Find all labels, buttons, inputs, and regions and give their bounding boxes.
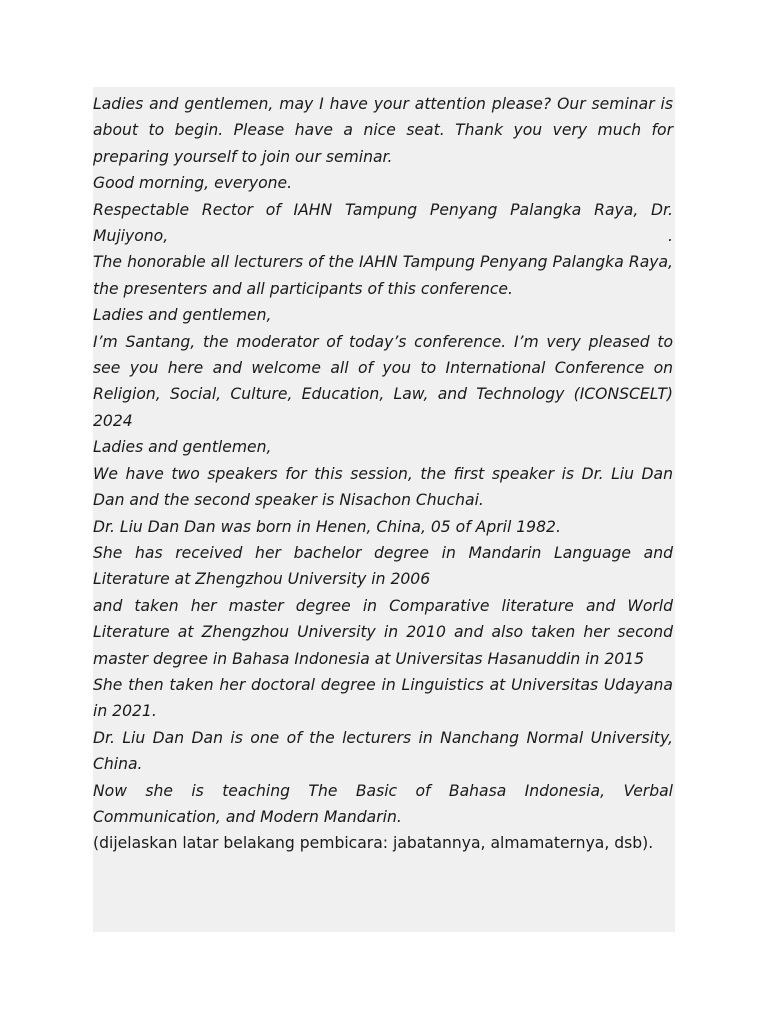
paragraph-bachelor: She has received her bachelor degree in Mandarin Language and Literature at Zhengzhou University in 2006 bbox=[93, 543, 673, 589]
paragraph-ladies-2: Ladies and gentlemen, bbox=[93, 438, 272, 457]
paragraph-opening: Ladies and gentlemen, may I have your attention please? Our seminar is about to begin. Please have a nice seat. Thank you very much for preparing yourself to join our seminar. bbox=[93, 95, 673, 166]
paragraph-ladies-1: Ladies and gentlemen, bbox=[93, 306, 272, 325]
paragraph-rector: Respectable Rector of IAHN Tampung Penyang Palangka Raya, Dr. Mujiyono, . bbox=[93, 200, 673, 246]
paragraph-note: (dijelaskan latar belakang pembicara: jabatannya, almamaternya, dsb). bbox=[93, 834, 654, 853]
paragraph-lecturer: Dr. Liu Dan Dan is one of the lecturers in Nanchang Normal University, China. bbox=[93, 728, 673, 774]
paragraph-born: Dr. Liu Dan Dan was born in Henen, China, 05 of April 1982. bbox=[93, 517, 561, 536]
paragraph-speakers: We have two speakers for this session, the first speaker is Dr. Liu Dan Dan and the second speaker is Nisachon Chuchai. bbox=[93, 464, 673, 510]
paragraph-lecturers: The honorable all lecturers of the IAHN Tampung Penyang Palangka Raya, the presenters and all participants of this conference. bbox=[93, 253, 673, 298]
paragraph-doctoral: She then taken her doctoral degree in Linguistics at Universitas Udayana in 2021. bbox=[93, 675, 673, 721]
paragraph-greeting: Good morning, everyone. bbox=[93, 174, 293, 193]
paragraph-moderator: I’m Santang, the moderator of today’s conference. I’m very pleased to see you here and welcome all of you to International Conference on Religion, Social, Culture, Education, Law, and Technology (ICONSCELT) 2024 bbox=[93, 332, 673, 430]
script-text bbox=[93, 91, 673, 857]
paragraph-master: and taken her master degree in Comparative literature and World Literature at Zhengzhou University in 2010 and also taken her second master degree in Bahasa Indonesia at Universitas Hasanuddin in 2015 bbox=[93, 596, 673, 668]
paragraph-teaching: Now she is teaching The Basic of Bahasa Indonesia, Verbal Communication, and Modern Mandarin. bbox=[93, 781, 673, 826]
